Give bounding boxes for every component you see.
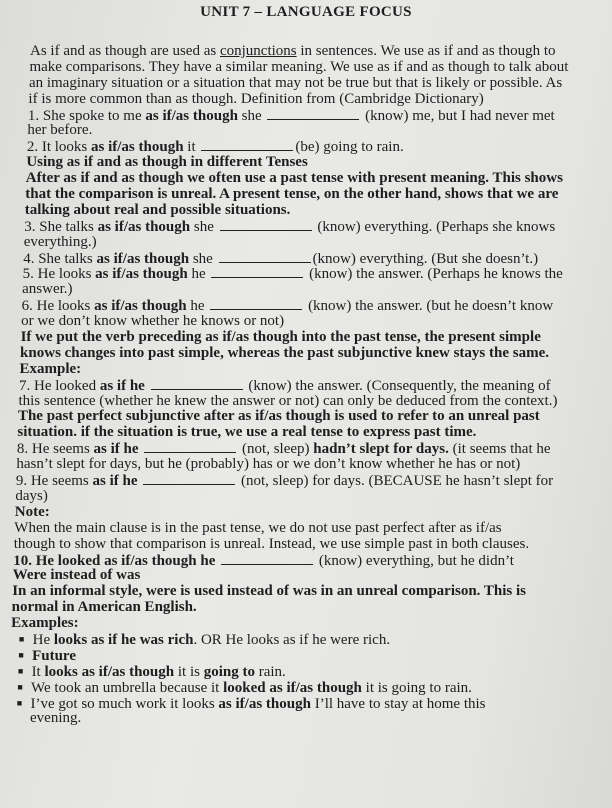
text-segment: It	[31, 663, 45, 680]
text-segment: (know) everything. (Perhaps she knows	[313, 218, 556, 235]
text-segment: He	[32, 631, 54, 648]
answer-blank[interactable]	[201, 139, 293, 151]
bold-text: Examples:	[11, 615, 79, 632]
text-segment: she	[237, 107, 266, 124]
text-line	[0, 600, 612, 616]
text-line	[0, 568, 612, 584]
text-segment: it	[183, 139, 200, 156]
text-segment	[139, 441, 143, 457]
text-line	[0, 108, 612, 124]
text-line	[0, 92, 612, 108]
bullet-icon: ■	[17, 665, 24, 676]
text-segment: rain.	[254, 663, 286, 680]
bold-text: normal in American English.	[11, 599, 197, 616]
bold-text: as if he	[93, 441, 139, 458]
text-segment: (know) me, but I had never met	[361, 107, 555, 124]
bold-text: If we put the verb preceding as if/as though into the past tense, the present simple	[20, 329, 541, 346]
bold-text: Using as if and as though in different Tenses	[26, 154, 308, 171]
text-line	[0, 123, 612, 139]
text-line	[0, 711, 612, 727]
text-segment	[138, 473, 142, 489]
text-segment: 4. She talks	[23, 250, 97, 267]
answer-blank[interactable]	[210, 298, 302, 310]
text-segment: she	[190, 218, 218, 235]
text-line	[0, 266, 612, 282]
text-segment: 7. He looked	[19, 377, 100, 394]
document-body	[0, 44, 612, 727]
text-line	[0, 76, 612, 92]
bold-text: Were instead of was	[12, 567, 141, 584]
text-line	[0, 219, 612, 235]
bullet-item	[0, 648, 612, 664]
bullet-icon: ■	[18, 633, 25, 644]
bold-text: knows changes into past simple, whereas the past subjunctive knew stays the same.	[20, 344, 549, 361]
text-segment	[145, 378, 149, 394]
text-line	[0, 362, 612, 378]
bullet-item	[0, 664, 612, 680]
bullet-icon: ■	[17, 681, 23, 692]
bold-text: as if/as though	[91, 139, 184, 156]
text-line	[0, 171, 612, 187]
text-segment: 1. She spoke to me	[27, 107, 146, 124]
text-segment: (know) the answer. (Consequently, the meaning of	[244, 377, 551, 394]
bold-text: Future	[32, 647, 76, 664]
bold-text: looked as if/as though	[223, 679, 362, 696]
text-segment: it is	[174, 663, 204, 680]
bold-text: going to	[203, 663, 255, 680]
text-line	[0, 441, 612, 457]
text-segment: answer.)	[22, 281, 73, 298]
text-segment: 6. He looks	[21, 298, 95, 315]
answer-blank[interactable]	[267, 108, 359, 120]
text-line	[0, 251, 612, 267]
bold-text: as if/as though	[96, 250, 190, 267]
bold-text: as if/as though	[94, 298, 187, 315]
text-segment: an imaginary situation or a situation that may not be true but that is likely or possible. As	[28, 74, 563, 91]
bold-text: The past perfect subjunctive after as if/as though is used to refer to an unreal past	[17, 408, 540, 425]
text-line	[0, 394, 612, 410]
text-segment: When the main clause is in the past tense, we do not use past perfect after as if/as	[14, 519, 502, 536]
text-segment: if is more common than as though. Definition from (Cambridge Dictionary)	[28, 90, 484, 107]
text-line	[0, 203, 612, 219]
text-segment: hasn’t slept for days, but he (probably) has or we don’t know whether he has or not)	[16, 456, 521, 473]
page-title: UNIT 7 – LANGUAGE FOCUS	[200, 4, 412, 20]
text-line	[0, 473, 612, 489]
text-segment: 5. He looks	[22, 266, 96, 283]
text-line	[0, 346, 612, 362]
bullet-icon: ■	[18, 649, 24, 660]
bold-text: looks as if he was rich	[53, 631, 194, 648]
text-segment: (be) going to rain.	[295, 139, 404, 156]
text-segment: he	[187, 266, 210, 283]
text-segment: 9. He seems	[15, 473, 93, 490]
answer-blank[interactable]	[211, 266, 303, 278]
bold-text: looks as if/as though	[44, 663, 175, 680]
text-segment: We took an umbrella because it	[31, 679, 224, 696]
text-segment: in sentences. We use as if and as though to	[296, 43, 556, 59]
text-line	[0, 139, 612, 155]
text-line	[0, 44, 612, 60]
text-line	[0, 457, 612, 473]
text-segment: it is going to rain.	[361, 679, 472, 696]
text-segment: (it seems that he	[448, 441, 551, 458]
answer-blank[interactable]	[144, 441, 236, 453]
bold-text: as if/as though	[145, 107, 238, 124]
text-segment: or we don’t know whether he knows or not)	[21, 313, 285, 330]
bold-text: In an informal style, were is used instead of was in an unreal comparison. This is	[12, 583, 527, 600]
bullet-item	[0, 696, 612, 712]
bold-text: that the comparison is unreal. A present tense, on the other hand, shows that we are	[25, 186, 559, 203]
text-segment: 3. She talks	[24, 218, 98, 235]
text-line	[0, 298, 612, 314]
text-line	[0, 425, 612, 441]
bullet-icon: ■	[16, 697, 23, 708]
text-segment: I’ll have to stay at home this	[310, 695, 486, 712]
text-segment: (know) everything. (But she doesn’t.)	[312, 250, 539, 267]
text-line	[0, 505, 612, 521]
answer-blank[interactable]	[221, 553, 313, 565]
text-line	[0, 282, 612, 298]
text-segment: 8. He seems	[16, 441, 94, 458]
text-line	[0, 330, 612, 346]
text-segment: As if and as though are used as	[30, 43, 220, 59]
bold-text: After as if and as though we often use a past tense with present meaning. This shows	[25, 170, 563, 187]
bullet-item	[0, 632, 612, 648]
text-segment: she	[189, 250, 217, 267]
bold-text: as if/as though	[97, 218, 191, 235]
text-segment: conjunctions	[219, 43, 297, 59]
text-line	[0, 537, 612, 553]
bold-text: Note:	[14, 503, 50, 520]
bold-text: 10. He looked as if/as though he	[13, 552, 220, 569]
bold-text: as if he	[99, 377, 145, 394]
text-segment: (not, sleep)	[238, 441, 314, 458]
bold-text: talking about real and possible situations.	[24, 201, 291, 218]
text-line	[0, 235, 612, 251]
text-segment: make comparisons. They have a similar meaning. We use as if and as though to talk about	[29, 58, 569, 75]
text-line	[0, 616, 612, 632]
answer-blank[interactable]	[143, 473, 235, 485]
bold-text: hadn’t slept for days.	[313, 441, 449, 458]
text-segment: 2. It looks	[26, 139, 92, 156]
text-line	[0, 60, 612, 76]
text-line	[0, 409, 612, 425]
text-segment: everything.)	[23, 233, 97, 250]
text-segment: days)	[15, 487, 48, 504]
answer-blank[interactable]	[220, 219, 312, 231]
bold-text: situation. if the situation is true, we use a real tense to express past time.	[17, 424, 477, 441]
bold-text: as if/as though	[95, 266, 188, 283]
text-line	[0, 187, 612, 203]
text-segment: her before.	[27, 122, 93, 139]
bold-text: as if/as though	[218, 695, 311, 712]
answer-blank[interactable]	[219, 251, 311, 263]
text-segment: this sentence (whether he knew the answer or not) can only be deduced from the context.)	[18, 392, 558, 409]
text-segment: (not, sleep) for days. (BECAUSE he hasn’t slept for	[237, 473, 554, 490]
text-line	[0, 314, 612, 330]
text-line	[0, 553, 612, 569]
text-line	[0, 378, 612, 394]
text-line	[0, 155, 612, 171]
text-segment: (know) everything, but he didn’t	[315, 552, 514, 569]
text-line	[0, 521, 612, 537]
text-segment: (know) the answer. (Perhaps he knows the	[305, 266, 563, 283]
text-line	[0, 584, 612, 600]
text-line	[0, 489, 612, 505]
text-segment: evening.	[30, 710, 82, 727]
text-segment: . OR He looks as if he were rich.	[193, 631, 391, 648]
text-segment: though to show that comparison is unreal. Instead, we use simple past in both clauses.	[13, 535, 530, 552]
text-segment: I’ve got so much work it looks	[30, 695, 219, 712]
text-segment: (know) the answer. (but he doesn’t know	[304, 298, 554, 315]
answer-blank[interactable]	[151, 378, 243, 390]
bold-text: Example:	[19, 360, 82, 377]
bullet-item	[0, 680, 612, 696]
text-segment: he	[186, 298, 209, 315]
bold-text: as if he	[92, 473, 138, 490]
